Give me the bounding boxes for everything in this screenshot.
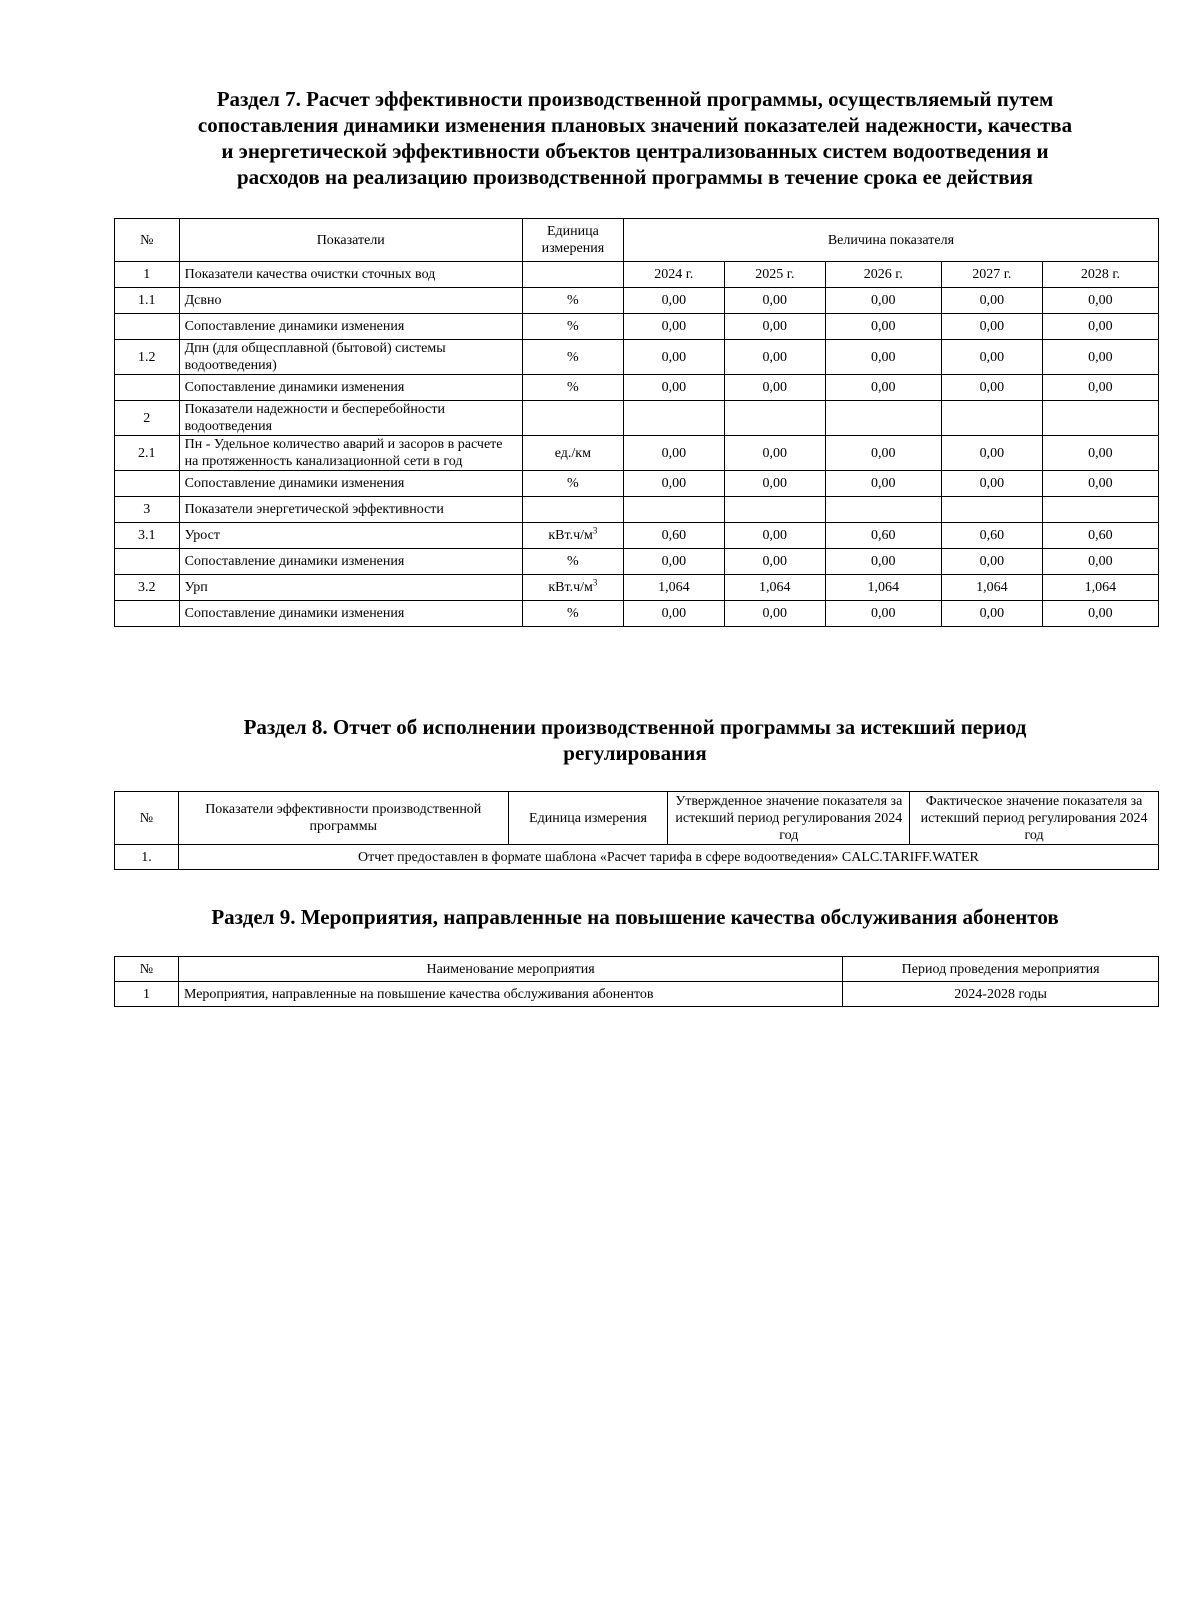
row-num: 1 <box>115 262 180 288</box>
row-value <box>724 497 825 523</box>
row-value: 1,064 <box>623 575 724 601</box>
row-value: 0,00 <box>825 340 941 375</box>
row-num: 1. <box>115 845 179 870</box>
col-header-unit: Единица измерения <box>508 792 668 845</box>
row-value: 0,60 <box>941 523 1042 549</box>
col-header-approved: Утвержденное значение показателя за истекший период регулирования 2024 год <box>668 792 910 845</box>
row-value: 0,00 <box>941 471 1042 497</box>
row-indicator: Сопоставление динамики изменения <box>179 471 522 497</box>
row-num: 1 <box>115 982 179 1007</box>
row-value <box>825 401 941 436</box>
unit-text: кВт.ч/м <box>548 580 593 595</box>
row-value: 0,00 <box>941 314 1042 340</box>
col-header-period: Период проведения мероприятия <box>843 957 1159 982</box>
unit-text: % <box>567 554 579 569</box>
row-value: 0,00 <box>1042 436 1158 471</box>
section7-title-line: Раздел 7. Расчет эффективности производственной программы, осуществляемый путем <box>216 87 1054 111</box>
row-value: 0,00 <box>1042 471 1158 497</box>
table-row <box>115 601 1159 627</box>
unit-superscript: 3 <box>592 577 598 588</box>
row-unit <box>522 601 623 627</box>
row-value: 0,00 <box>941 601 1042 627</box>
row-value: 0,00 <box>724 314 825 340</box>
section7-title-line: и энергетической эффективности объектов централизованных систем водоотведения и <box>221 139 1049 163</box>
row-indicator: Показатели надежности и бесперебойности водоотведения <box>179 401 522 436</box>
col-header-num: № <box>115 219 180 262</box>
row-value <box>941 401 1042 436</box>
row-value: 0,00 <box>724 288 825 314</box>
section9-title-line: Раздел 9. Мероприятия, направленные на повышение качества обслуживания абонентов <box>211 905 1059 929</box>
row-value: 0,00 <box>1042 288 1158 314</box>
row-num <box>115 375 180 401</box>
row-value: 0,00 <box>623 288 724 314</box>
table-row <box>115 497 1159 523</box>
row-value: 0,00 <box>941 436 1042 471</box>
col-header-value: Величина показателя <box>623 219 1158 262</box>
row-unit <box>522 549 623 575</box>
row-indicator: Дсвно <box>179 288 522 314</box>
row-indicator: Сопоставление динамики изменения <box>179 601 522 627</box>
row-value: 0,00 <box>623 340 724 375</box>
row-unit <box>522 436 623 471</box>
row-unit <box>522 314 623 340</box>
table-row <box>115 375 1159 401</box>
row-num <box>115 601 180 627</box>
row-unit <box>522 262 623 288</box>
row-num: 2.1 <box>115 436 180 471</box>
section9-table <box>114 956 1159 1007</box>
row-num: 3 <box>115 497 180 523</box>
row-value: 1,064 <box>1042 575 1158 601</box>
row-value: 1,064 <box>724 575 825 601</box>
row-value: 2024 г. <box>623 262 724 288</box>
row-num: 1.2 <box>115 340 180 375</box>
col-header-num: № <box>115 792 179 845</box>
row-num <box>115 549 180 575</box>
row-value <box>623 497 724 523</box>
unit-text: кВт.ч/м <box>548 528 593 543</box>
row-value: 2028 г. <box>1042 262 1158 288</box>
row-value: 0,00 <box>825 288 941 314</box>
row-indicator: Дпн (для общесплавной (бытовой) системы водоотведения) <box>179 340 522 375</box>
row-value: 0,00 <box>825 471 941 497</box>
col-header-indicator: Показатели эффективности производственной программы <box>178 792 508 845</box>
row-value: 0,00 <box>1042 601 1158 627</box>
table-row <box>115 288 1159 314</box>
row-value: 0,00 <box>1042 314 1158 340</box>
row-value: 0,60 <box>825 523 941 549</box>
row-unit <box>522 497 623 523</box>
row-value: 0,60 <box>623 523 724 549</box>
table-row <box>115 340 1159 375</box>
row-value: 0,00 <box>941 375 1042 401</box>
row-unit <box>522 340 623 375</box>
table-row <box>115 845 1159 870</box>
row-value: 0,00 <box>825 549 941 575</box>
row-indicator: Сопоставление динамики изменения <box>179 314 522 340</box>
section7-title-line: сопоставления динамики изменения плановых значений показателей надежности, качества <box>197 113 1073 137</box>
unit-superscript: 3 <box>592 525 598 536</box>
row-num: 1.1 <box>115 288 180 314</box>
row-value <box>941 497 1042 523</box>
row-unit <box>522 401 623 436</box>
section7-table <box>114 218 1159 627</box>
row-value: 0,00 <box>825 436 941 471</box>
row-value: 0,00 <box>724 601 825 627</box>
unit-text: % <box>567 380 579 395</box>
section9-title <box>110 904 1160 930</box>
row-value: 0,00 <box>623 436 724 471</box>
row-value: 0,00 <box>724 375 825 401</box>
row-value: 0,00 <box>724 340 825 375</box>
row-period: 2024-2028 годы <box>843 982 1159 1007</box>
col-header-num: № <box>115 957 179 982</box>
table-row <box>115 549 1159 575</box>
section8-title-line: Раздел 8. Отчет об исполнении производственной программы за истекший период <box>243 715 1027 739</box>
unit-text: ед./км <box>554 445 591 461</box>
row-value: 0,00 <box>623 601 724 627</box>
row-value <box>724 401 825 436</box>
row-unit <box>522 375 623 401</box>
row-indicator: Урп <box>179 575 522 601</box>
row-unit <box>522 523 623 549</box>
section7-table-body <box>115 262 1159 627</box>
unit-text: % <box>567 476 579 491</box>
row-value: 0,00 <box>724 471 825 497</box>
table-row <box>115 982 1159 1007</box>
table-row <box>115 401 1159 436</box>
row-value: 0,00 <box>623 375 724 401</box>
row-value: 0,00 <box>825 314 941 340</box>
row-value: 1,064 <box>825 575 941 601</box>
row-value: 0,00 <box>1042 549 1158 575</box>
unit-text: % <box>567 293 579 308</box>
row-value: 0,00 <box>941 549 1042 575</box>
table-header-row <box>115 792 1159 845</box>
row-value: 0,00 <box>623 549 724 575</box>
row-value: 0,00 <box>941 340 1042 375</box>
section8-title-line: регулирования <box>563 741 707 765</box>
row-value: 0,00 <box>623 471 724 497</box>
row-num <box>115 471 180 497</box>
row-value <box>623 401 724 436</box>
row-num <box>115 314 180 340</box>
row-num: 3.2 <box>115 575 180 601</box>
row-indicator: Урост <box>179 523 522 549</box>
row-text: Отчет предоставлен в формате шаблона «Расчет тарифа в сфере водоотведения» CALC.TARIFF.WATER <box>178 845 1158 870</box>
row-value: 0,00 <box>825 601 941 627</box>
row-value: 0,00 <box>941 288 1042 314</box>
row-value: 0,60 <box>1042 523 1158 549</box>
col-header-indicator: Показатели <box>179 219 522 262</box>
row-num: 2 <box>115 401 180 436</box>
row-value: 1,064 <box>941 575 1042 601</box>
table-row <box>115 436 1159 471</box>
col-header-unit: Единица измерения <box>522 219 623 262</box>
row-value: 0,00 <box>724 549 825 575</box>
section7-title-line: расходов на реализацию производственной программы в течение срока ее действия <box>236 165 1034 189</box>
row-num: 3.1 <box>115 523 180 549</box>
row-value: 0,00 <box>724 436 825 471</box>
col-header-name: Наименование мероприятия <box>178 957 842 982</box>
row-indicator: Пн - Удельное количество аварий и засоров в расчете на протяженность канализационной сети в год <box>179 436 522 471</box>
col-header-actual: Фактическое значение показателя за истекший период регулирования 2024 год <box>910 792 1159 845</box>
table-row <box>115 262 1159 288</box>
row-name: Мероприятия, направленные на повышение качества обслуживания абонентов <box>178 982 842 1007</box>
table-header-row <box>115 219 1159 262</box>
table-row <box>115 471 1159 497</box>
row-indicator: Сопоставление динамики изменения <box>179 549 522 575</box>
row-value <box>1042 401 1158 436</box>
section8-table <box>114 791 1159 870</box>
row-unit <box>522 575 623 601</box>
row-value <box>825 497 941 523</box>
row-value: 0,00 <box>623 314 724 340</box>
section7-title <box>110 86 1160 190</box>
unit-text: % <box>567 606 579 621</box>
unit-text: % <box>567 319 579 334</box>
row-indicator: Показатели качества очистки сточных вод <box>179 262 522 288</box>
row-value: 0,00 <box>825 375 941 401</box>
row-value: 2026 г. <box>825 262 941 288</box>
row-unit <box>522 288 623 314</box>
table-row <box>115 314 1159 340</box>
row-value: 2027 г. <box>941 262 1042 288</box>
table-header-row <box>115 957 1159 982</box>
row-value: 0,00 <box>1042 375 1158 401</box>
row-indicator: Сопоставление динамики изменения <box>179 375 522 401</box>
row-value <box>1042 497 1158 523</box>
row-value: 0,00 <box>1042 340 1158 375</box>
table-row <box>115 575 1159 601</box>
section8-title <box>110 714 1160 766</box>
row-value: 2025 г. <box>724 262 825 288</box>
row-indicator: Показатели энергетической эффективности <box>179 497 522 523</box>
row-unit <box>522 471 623 497</box>
unit-text: % <box>567 349 579 365</box>
table-row <box>115 523 1159 549</box>
row-value: 0,00 <box>724 523 825 549</box>
